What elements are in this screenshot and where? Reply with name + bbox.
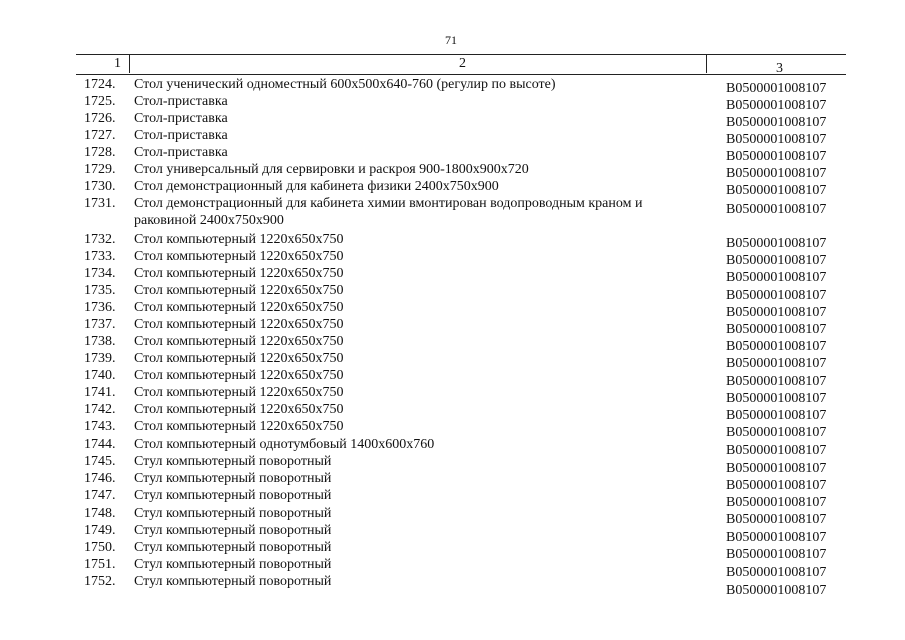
row-number: 1739. bbox=[84, 351, 116, 366]
row-number: 1725. bbox=[84, 94, 116, 109]
item-code: B0500001008107 bbox=[726, 356, 827, 371]
row-number: 1733. bbox=[84, 249, 116, 264]
row-number: 1736. bbox=[84, 300, 116, 315]
item-code: B0500001008107 bbox=[726, 270, 827, 285]
item-name: Стол компьютерный 1220х650х750 bbox=[134, 402, 344, 417]
row-number: 1738. bbox=[84, 334, 116, 349]
item-name: Стол демонстрационный для кабинета физики 2400х750х900 bbox=[134, 179, 499, 194]
row-number: 1743. bbox=[84, 419, 116, 434]
item-name: Стол универсальный для сервировки и раскроя 900-1800х900х720 bbox=[134, 162, 529, 177]
item-code: B0500001008107 bbox=[726, 149, 827, 164]
item-code: B0500001008107 bbox=[726, 478, 827, 493]
row-number: 1730. bbox=[84, 179, 116, 194]
row-number: 1726. bbox=[84, 111, 116, 126]
item-name: Стол компьютерный 1220х650х750 bbox=[134, 249, 344, 264]
row-number: 1740. bbox=[84, 368, 116, 383]
row-number: 1727. bbox=[84, 128, 116, 143]
item-code: B0500001008107 bbox=[726, 288, 827, 303]
item-code: B0500001008107 bbox=[726, 512, 827, 527]
row-number: 1745. bbox=[84, 454, 116, 469]
item-name: Стол компьютерный однотумбовый 1400х600х760 bbox=[134, 437, 435, 452]
item-code: B0500001008107 bbox=[726, 391, 827, 406]
item-name: Стол компьютерный 1220х650х750 bbox=[134, 300, 344, 315]
item-code: B0500001008107 bbox=[726, 115, 827, 130]
row-number: 1741. bbox=[84, 385, 116, 400]
item-name: Стол компьютерный 1220х650х750 bbox=[134, 283, 344, 298]
item-name: Стол-приставка bbox=[134, 111, 228, 126]
item-name: Стол компьютерный 1220х650х750 bbox=[134, 317, 344, 332]
item-code: B0500001008107 bbox=[726, 253, 827, 268]
item-name: Стул компьютерный поворотный bbox=[134, 540, 332, 555]
item-code: B0500001008107 bbox=[726, 81, 827, 96]
item-code: B0500001008107 bbox=[726, 339, 827, 354]
row-number: 1746. bbox=[84, 471, 116, 486]
header-col-1: 1 bbox=[114, 56, 121, 71]
item-code: B0500001008107 bbox=[726, 132, 827, 147]
item-name: Стол компьютерный 1220х650х750 bbox=[134, 334, 344, 349]
row-number: 1732. bbox=[84, 232, 116, 247]
item-code: B0500001008107 bbox=[726, 236, 827, 251]
item-name: Стол демонстрационный для кабинета химии вмонтирован водопроводным краном и раковиной 2400х750х900 bbox=[134, 196, 643, 228]
item-name: Стол компьютерный 1220х650х750 bbox=[134, 385, 344, 400]
item-code: B0500001008107 bbox=[726, 547, 827, 562]
row-number: 1748. bbox=[84, 506, 116, 521]
header-divider bbox=[706, 54, 707, 73]
item-code: B0500001008107 bbox=[726, 166, 827, 181]
row-number: 1729. bbox=[84, 162, 116, 177]
item-code: B0500001008107 bbox=[726, 305, 827, 320]
item-code: B0500001008107 bbox=[726, 425, 827, 440]
item-code: B0500001008107 bbox=[726, 495, 827, 510]
row-number: 1731. bbox=[84, 196, 116, 211]
row-number: 1734. bbox=[84, 266, 116, 281]
item-name: Стул компьютерный поворотный bbox=[134, 471, 332, 486]
item-name: Стол компьютерный 1220х650х750 bbox=[134, 351, 344, 366]
row-number: 1750. bbox=[84, 540, 116, 555]
table-header bbox=[76, 54, 846, 75]
item-name: Стул компьютерный поворотный bbox=[134, 574, 332, 589]
item-name: Стол компьютерный 1220х650х750 bbox=[134, 368, 344, 383]
row-number: 1752. bbox=[84, 574, 116, 589]
item-name: Стол компьютерный 1220х650х750 bbox=[134, 419, 344, 434]
item-code: B0500001008107 bbox=[726, 374, 827, 389]
row-number: 1749. bbox=[84, 523, 116, 538]
item-code: B0500001008107 bbox=[726, 583, 827, 598]
row-number: 1742. bbox=[84, 402, 116, 417]
item-name: Стул компьютерный поворотный bbox=[134, 506, 332, 521]
item-name: Стол компьютерный 1220х650х750 bbox=[134, 266, 344, 281]
item-name: Стол-приставка bbox=[134, 145, 228, 160]
row-number: 1724. bbox=[84, 77, 116, 92]
row-number: 1747. bbox=[84, 488, 116, 503]
item-name: Стул компьютерный поворотный bbox=[134, 454, 332, 469]
item-name: Стул компьютерный поворотный bbox=[134, 488, 332, 503]
item-code: B0500001008107 bbox=[726, 408, 827, 423]
item-code: B0500001008107 bbox=[726, 461, 827, 476]
item-code: B0500001008107 bbox=[726, 322, 827, 337]
item-code: B0500001008107 bbox=[726, 565, 827, 580]
header-col-3: 3 bbox=[776, 61, 783, 76]
item-code: B0500001008107 bbox=[726, 443, 827, 458]
row-number: 1744. bbox=[84, 437, 116, 452]
item-name: Стол компьютерный 1220х650х750 bbox=[134, 232, 344, 247]
item-name: Стол-приставка bbox=[134, 94, 228, 109]
page-number: 71 bbox=[445, 33, 457, 47]
header-divider bbox=[129, 54, 130, 73]
item-code: B0500001008107 bbox=[726, 98, 827, 113]
row-number: 1735. bbox=[84, 283, 116, 298]
item-name: Стул компьютерный поворотный bbox=[134, 557, 332, 572]
item-name: Стол-приставка bbox=[134, 128, 228, 143]
item-name: Стол ученический одноместный 600х500х640-760 (регулир по высоте) bbox=[134, 77, 556, 92]
item-code: B0500001008107 bbox=[726, 530, 827, 545]
item-name: Стул компьютерный поворотный bbox=[134, 523, 332, 538]
row-number: 1751. bbox=[84, 557, 116, 572]
item-code: B0500001008107 bbox=[726, 202, 827, 217]
row-number: 1728. bbox=[84, 145, 116, 160]
row-number: 1737. bbox=[84, 317, 116, 332]
header-col-2: 2 bbox=[459, 56, 466, 71]
item-code: B0500001008107 bbox=[726, 183, 827, 198]
